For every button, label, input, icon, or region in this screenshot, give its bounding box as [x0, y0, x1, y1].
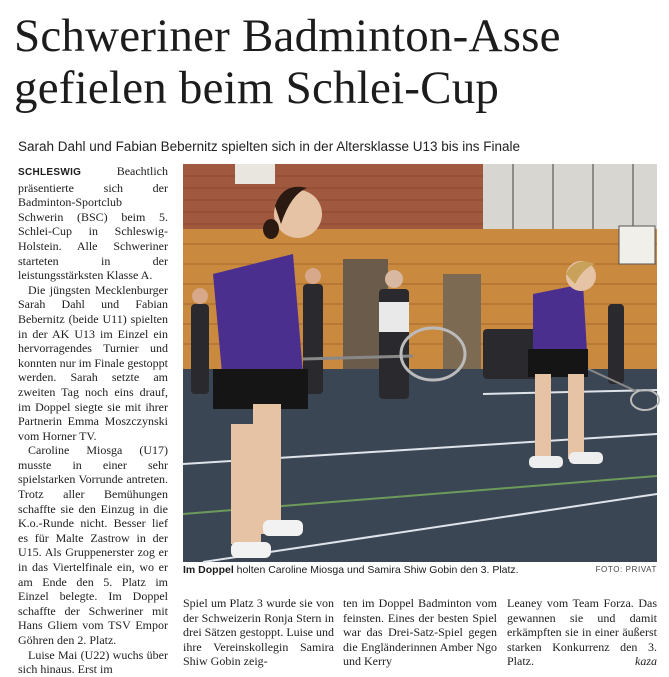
- headline-line-1: Schweriner Badminton-Asse: [14, 10, 561, 62]
- text-column-1: [18, 164, 168, 677]
- headline-line-2: gefielen beim Schlei-Cup: [14, 62, 500, 114]
- paragraph-1-text: Beachtlich präsentierte sich der Badminton-Sportclub Schwerin (BSC) beim 5. Schlei-Cup in Schleswig-Holstein. Alle Schweriner starteten in der leistungsstärksten Klasse A.: [18, 164, 168, 283]
- text-column-3: ten im Doppel Badminton vom feinsten. Eines der besten Spiel war das Drei-Satz-Spiel gegen die Engländerinnen Amber Ngo und Kerry: [343, 596, 497, 669]
- text-column-4: [507, 596, 657, 669]
- caption-lead: Im Doppel: [183, 564, 234, 576]
- caption-text: holten Caroline Miosga und Samira Shiw Gobin den 3. Platz.: [233, 564, 519, 576]
- paragraph-4: Luise Mai (U22) wuchs über sich hinaus. Erst im: [18, 647, 168, 677]
- photo-caption: [183, 564, 657, 578]
- text-column-2: Spiel um Platz 3 wurde sie von der Schweizerin Ronja Stern in drei Sätzen gestoppt. Luise und ihre Vereinskollegin Samira Shiw Gobin zeig-: [183, 596, 334, 669]
- article-subheadline: Sarah Dahl und Fabian Bebernitz spielten sich in der Altersklasse U13 bis ins Finale: [18, 139, 521, 154]
- author-initials: kaza: [635, 654, 657, 669]
- article-headline: [14, 10, 664, 114]
- column-4-text: Leaney vom Team Forza. Das gewannen sie und damit erkämpften sie in einer äußerst starken Konkurrenz den 3. Platz.: [507, 596, 657, 669]
- badminton-doubles-photo: [183, 164, 657, 562]
- article-photo: [183, 164, 657, 562]
- dateline: SCHLESWIG: [18, 167, 82, 178]
- photo-credit: FOTO: PRIVAT: [595, 565, 657, 574]
- paragraph-2: Die jüngsten Mecklenburger Sarah Dahl und Fabian Bebernitz (beide U11) spielten in der AK U13 im Einzel ein hervorragendes Turnier und konnten nur im Finale gestoppt werden. Sarah setzte am zweiten Tag noch eins drauf, im Doppel siegte sie mit ihrer Partnerin Emma Moszczynski vom Horner TV.: [18, 282, 168, 443]
- paragraph-1: [18, 164, 168, 283]
- paragraph-3: Caroline Miosga (U17) musste in einer sehr spielstarken Vorrunde antreten. Trotz aller Bemühungen schaffte sie den Einzug in die K.o.-Runde nicht. Besser lief es für Malte Zastrow in der U15. Als Gruppenerster zog er in das Viertelfinale ein, wo er am Ende den 5. Platz im Einzel belegte. Im Doppel schaffte der Schweriner mit Hans Gliem vom TSV Empor Göhren den 2. Platz.: [18, 443, 168, 647]
